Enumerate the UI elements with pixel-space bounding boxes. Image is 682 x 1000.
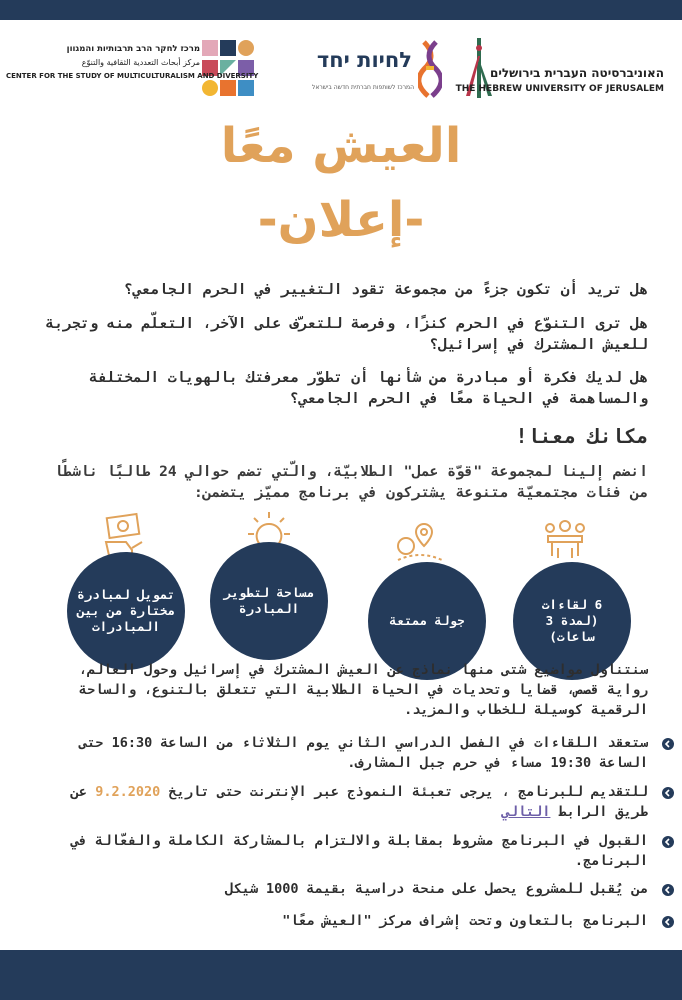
chevron-icon (662, 884, 674, 896)
feature-funding (67, 552, 185, 670)
bullet-schedule: ستعقد اللقاءات في الفصل الدراسي الثاني يوم الثلاثاء من الساعة 16:30 حتى الساعة 19:30 مساء في حرم جبل المشارف. (79, 735, 648, 771)
topics-paragraph: سنتناول مواضيع شتى منها نماذج عن العيش المشترك في إسرائيل وحول العالم، رواية قصص، قضايا وتحديات في الحياة الطلابية التي تتعلق بالتنوع، والساحة الرقمية كوسيلة للخطاب والمزيد. (79, 662, 648, 718)
chevron-icon (662, 787, 674, 799)
huji-hebrew-name: האוניברסיטה העברית בירושלים (489, 66, 664, 80)
tour-map-icon (394, 520, 446, 566)
center-arabic-name: مركز أبحاث التعددية الثقافية والتنوّع (81, 58, 200, 67)
feature-meetings-label: 6 لقاءات (لمدة 3 ساعات) (541, 597, 603, 644)
apply-deadline-date: 9.2.2020 (95, 784, 161, 800)
chevron-icon (662, 836, 674, 848)
announcement-subtitle: -إعلان- (257, 192, 425, 248)
bullet-acceptance: القبول في البرنامج مشروط بمقابلة والالتزام بالمشاركة الكاملة والفعّالة في البرنامج. (70, 833, 648, 869)
feature-initiative-space (210, 542, 328, 660)
bottom-bar (0, 950, 682, 1000)
center-english-name: CENTER FOR THE STUDY OF MULTICULTURALISM AND DIVERSITY (6, 72, 259, 80)
huji-logo (455, 36, 674, 106)
bullet-scholarship: من يُقبل للمشروع يحصل على منحة دراسية بقيمة 1000 شيكل (225, 881, 648, 897)
feature-initiative-space-label: مساحة لتطوير المبادرة (223, 585, 315, 616)
living-together-subtitle: המרכז לשותפות חברתית חדשה בישראל (311, 84, 414, 91)
top-bar (0, 0, 682, 20)
section-heading: مكانك معنا! (515, 424, 648, 448)
intro-question-1: هل تريد أن تكون جزءً من مجموعة تقود التغيير في الحرم الجامعي؟ (124, 282, 648, 298)
apply-link[interactable]: التالي (501, 804, 551, 820)
living-together-logo (292, 38, 442, 100)
join-text: انضم إلينا لمجموعة "قوّة عمل" الطلابيّة، والّتي تضم حوالي 24 طالبًا ناشطًا من فئات مجتمعيّة متنوعة يشتركون في برنامج مميّز يتضمن: (54, 464, 648, 501)
intro-question-2: هل ترى التنوّع في الحرم كنزًا، وفرصة للتعرّف على الآخر، التعلّم منه وتجربة للعيش المشترك في إسرائيل؟ (45, 316, 648, 353)
bullet-apply (33, 782, 648, 822)
chevron-icon (662, 738, 674, 750)
chevron-icon (662, 916, 674, 928)
main-title: العيش معًا (220, 118, 462, 174)
feature-funding-label: تمويل لمبادرة مختارة من بين المبادرات (77, 587, 175, 634)
center-hebrew-name: מרכז לחקר הרב תרבותיות והמגוון (66, 44, 200, 54)
mosaic-emblem-icon (202, 40, 256, 100)
meeting-icon (538, 518, 592, 562)
huji-english-name: THE HEBREW UNIVERSITY OF JERUSALEM (455, 84, 664, 94)
multiculturalism-center-logo (4, 38, 262, 100)
apply-link-prefix: عن طريق الرابط (70, 784, 648, 820)
feature-tour-label: جولة ممتعة (389, 613, 465, 628)
bullet-supervision: البرنامج بالتعاون وتحت إشراف مركز "العيش معًا" (282, 913, 648, 929)
living-together-emblem-icon (418, 38, 442, 100)
intro-question-3: هل لديك فكرة أو مبادرة من شأنها أن تطوّر معرفتك بالهويات المختلفة والمساهمة في الحياة معًا في الحرم الجامعي؟ (89, 370, 648, 407)
living-together-name: לחיות יחד (316, 48, 412, 72)
apply-text: للتقديم للبرنامج ، يرجى تعبئة النموذج عبر الإنترنت حتى تاريخ (168, 784, 648, 800)
